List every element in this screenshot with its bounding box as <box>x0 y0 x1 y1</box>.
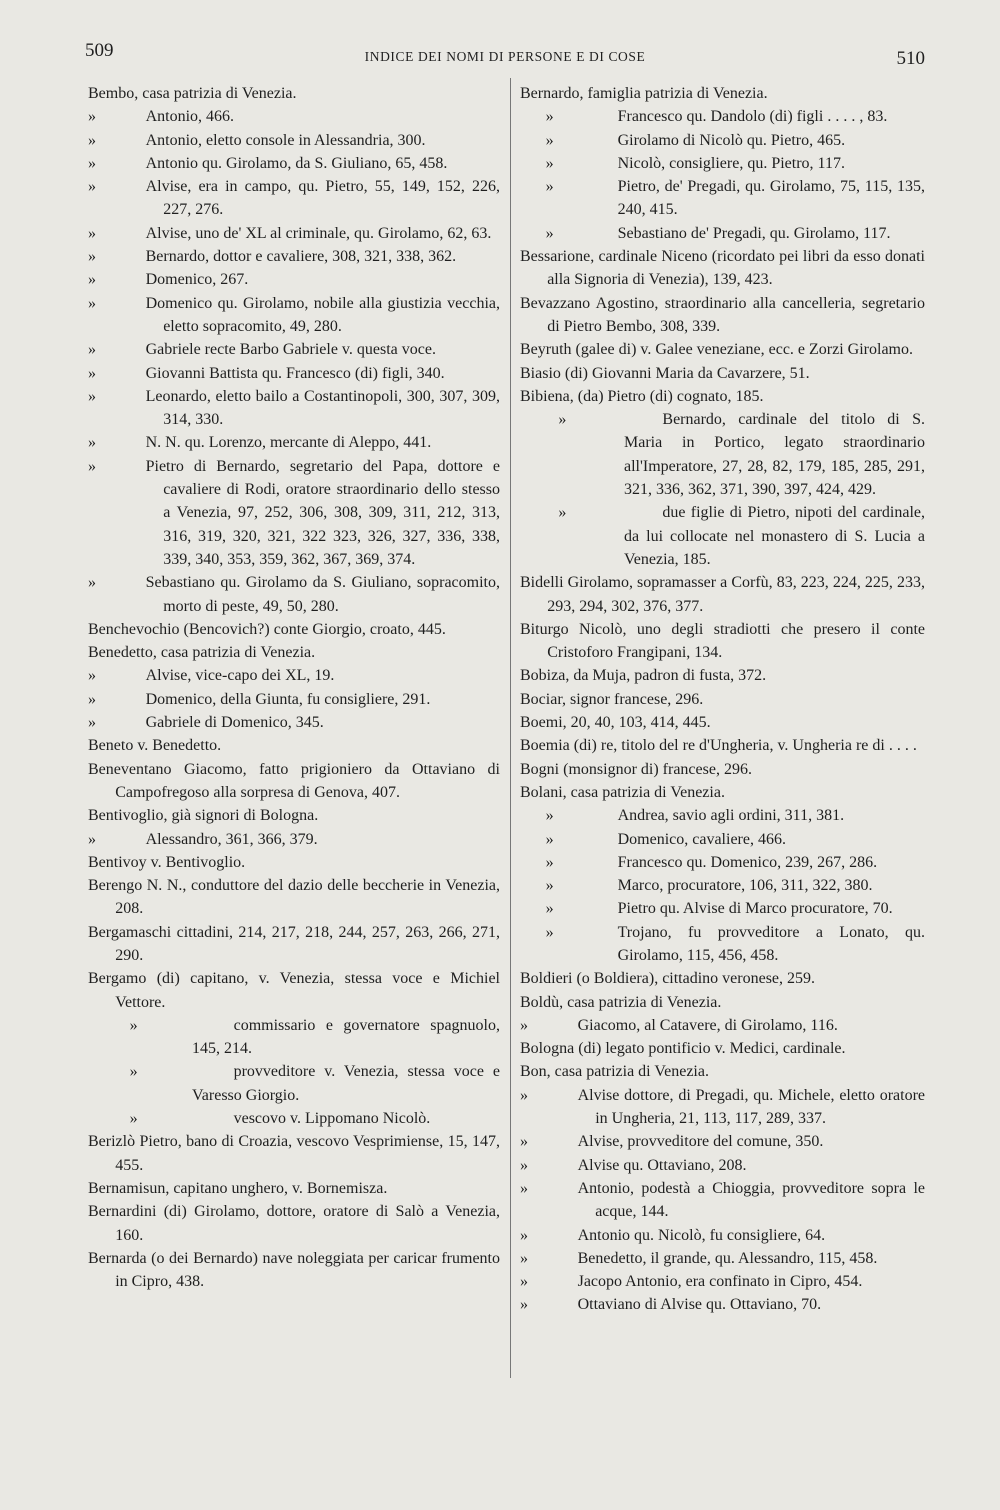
index-entry: Bidelli Girolamo, sopramasser a Corfù, 83, 223, 224, 225, 233, 293, 294, 302, 376, 377. <box>520 574 925 615</box>
index-entry: Bentivoglio, già signori di Bologna. <box>88 807 319 825</box>
index-subentry: »Domenico, 267. <box>88 268 500 291</box>
index-subentry: »Leonardo, eletto bailo a Costantinopoli, 300, 307, 309, 314, 330. <box>88 385 500 432</box>
index-subentry: »Gabriele di Domenico, 345. <box>88 711 500 734</box>
index-subentry: »Domenico qu. Girolamo, nobile alla giustizia vecchia, eletto sopracomito, 49, 280. <box>88 292 500 339</box>
index-subentry: »Jacopo Antonio, era confinato in Cipro, 454. <box>520 1270 925 1293</box>
index-entry: Bergamo (di) capitano, v. Venezia, stessa voce e Michiel Vettore. <box>88 970 500 1011</box>
index-subentry: »Marco, procuratore, 106, 311, 322, 380. <box>520 874 925 897</box>
index-entry: Beneto v. Benedetto. <box>88 737 222 755</box>
index-subentry: »Alvise, provveditore del comune, 350. <box>520 1130 925 1153</box>
index-entry: Bentivoy v. Bentivoglio. <box>88 853 246 871</box>
index-entry: Bibiena, (da) Pietro (di) cognato, 185. <box>520 387 764 405</box>
index-entry: Bessarione, cardinale Niceno (ricordato pei libri da esso donati alla Signoria di Venezia), 139, 423. <box>520 248 925 289</box>
index-subentry: »Antonio, 466. <box>88 105 500 128</box>
index-entry: Bobiza, da Muja, padron di fusta, 372. <box>520 667 767 685</box>
index-subentry: »Francesco qu. Dandolo (di) figli . . . . , 83. <box>520 105 925 128</box>
index-subentry: »Domenico, cavaliere, 466. <box>520 828 925 851</box>
index-subentry: »provveditore v. Venezia, stessa voce e Varesso Giorgio. <box>88 1060 500 1107</box>
index-subentry: »vescovo v. Lippomano Nicolò. <box>88 1107 500 1130</box>
index-subentry: »Girolamo di Nicolò qu. Pietro, 465. <box>520 129 925 152</box>
index-subentry: »Trojano, fu provveditore a Lonato, qu. Girolamo, 115, 456, 458. <box>520 921 925 968</box>
index-entry: Boldieri (o Boldiera), cittadino veronese, 259. <box>520 970 816 988</box>
index-entry: Beneventano Giacomo, fatto prigioniero da Ottaviano di Campofregoso alla sorpresa di Genova, 407. <box>88 760 500 801</box>
index-subentry: »Antonio qu. Nicolò, fu consigliere, 64. <box>520 1224 925 1247</box>
running-header <box>85 38 925 74</box>
index-entry: Bevazzano Agostino, straordinario alla cancelleria, segretario di Pietro Bembo, 308, 339. <box>520 294 925 335</box>
page-number-right: 510 <box>896 48 925 69</box>
index-subentry: »Nicolò, consigliere, qu. Pietro, 117. <box>520 152 925 175</box>
page-number-left: 509 <box>85 40 114 61</box>
index-subentry: »Alvise dottore, di Pregadi, qu. Michele, eletto oratore in Ungheria, 21, 113, 117, 289, 337. <box>520 1084 925 1131</box>
index-subentry: »Antonio, podestà a Chioggia, provveditore sopra le acque, 144. <box>520 1177 925 1224</box>
index-subentry: »Bernardo, cardinale del titolo di S. Maria in Portico, legato straordinario all'Imperatore, 27, 28, 82, 179, 185, 285, 291, 321, 336, 362, 371, 390, 397, 424, 429. <box>520 408 925 501</box>
index-entry: Bociar, signor francese, 296. <box>520 690 704 708</box>
index-subentry: »due figlie di Pietro, nipoti del cardinale, da lui collocate nel monastero di S. Lucia a Venezia, 185. <box>520 501 925 571</box>
index-subentry: »Giovanni Battista qu. Francesco (di) figli, 340. <box>88 362 500 385</box>
index-entry: Bembo, casa patrizia di Venezia. <box>88 85 297 102</box>
index-entry: Bernardo, famiglia patrizia di Venezia. <box>520 85 768 102</box>
index-subentry: »Francesco qu. Domenico, 239, 267, 286. <box>520 851 925 874</box>
index-entry: Bon, casa patrizia di Venezia. <box>520 1063 709 1081</box>
index-entry: Bologna (di) legato pontificio v. Medici, cardinale. <box>520 1040 846 1058</box>
index-entry: Boemi, 20, 40, 103, 414, 445. <box>520 714 711 732</box>
index-subentry: »Pietro, de' Pregadi, qu. Girolamo, 75, 115, 135, 240, 415. <box>520 175 925 222</box>
running-title: INDICE DEI NOMI DI PERSONE E DI COSE <box>364 49 646 64</box>
index-entry: Bolani, casa patrizia di Venezia. <box>520 783 725 801</box>
index-subentry: »Antonio, eletto console in Alessandria, 300. <box>88 129 500 152</box>
index-subentry: »Ottaviano di Alvise qu. Ottaviano, 70. <box>520 1293 925 1316</box>
column-divider <box>510 78 511 1378</box>
index-entry: Bernarda (o dei Bernardo) nave noleggiata per caricar frumento in Cipro, 438. <box>88 1249 500 1291</box>
index-entry: Bergamaschi cittadini, 214, 217, 218, 244, 257, 263, 266, 271, 290. <box>88 923 500 964</box>
index-subentry: »Alessandro, 361, 366, 379. <box>88 828 500 851</box>
index-entry: Biasio (di) Giovanni Maria da Cavarzere, 51. <box>520 364 810 382</box>
left-column <box>88 82 500 1293</box>
index-entry: Bogni (monsignor di) francese, 296. <box>520 760 752 778</box>
index-entry: Berengo N. N., conduttore del dazio delle beccherie in Venezia, 208. <box>88 877 500 918</box>
index-subentry: »Alvise, uno de' XL al criminale, qu. Girolamo, 62, 63. <box>88 222 500 245</box>
index-subentry: »Pietro di Bernardo, segretario del Papa, dottore e cavaliere di Rodi, oratore straordinario dello stesso a Venezia, 97, 252, 306, 308, 309, 311, 212, 313, 316, 319, 320, 321, 322 323, 326, 327, 336, 338, 339, 340, 353, 359, 362, 367, 369, 374. <box>88 455 500 571</box>
index-subentry: »Alvise, era in campo, qu. Pietro, 55, 149, 152, 226, 227, 276. <box>88 175 500 222</box>
index-subentry: »Benedetto, il grande, qu. Alessandro, 115, 458. <box>520 1247 925 1270</box>
index-subentry: »Sebastiano de' Pregadi, qu. Girolamo, 117. <box>520 222 925 245</box>
index-entry: Boemia (di) re, titolo del re d'Ungheria, v. Ungheria re di . . . . <box>520 737 917 755</box>
index-subentry: »Domenico, della Giunta, fu consigliere, 291. <box>88 688 500 711</box>
index-subentry: »Giacomo, al Catavere, di Girolamo, 116. <box>520 1014 925 1037</box>
index-subentry: »Pietro qu. Alvise di Marco procuratore, 70. <box>520 897 925 920</box>
index-entry: Berizlò Pietro, bano di Croazia, vescovo Vesprimiense, 15, 147, 455. <box>88 1133 500 1174</box>
index-subentry: »Bernardo, dottor e cavaliere, 308, 321, 338, 362. <box>88 245 500 268</box>
index-entry: Bernardini (di) Girolamo, dottore, oratore di Salò a Venezia, 160. <box>88 1203 500 1244</box>
index-entry: Benchevochio (Bencovich?) conte Giorgio, croato, 445. <box>88 620 446 638</box>
index-subentry: »Andrea, savio agli ordini, 311, 381. <box>520 804 925 827</box>
index-entry: Boldù, casa patrizia di Venezia. <box>520 993 722 1011</box>
index-subentry: »commissario e governatore spagnuolo, 145, 214. <box>88 1014 500 1061</box>
index-subentry: »Antonio qu. Girolamo, da S. Giuliano, 65, 458. <box>88 152 500 175</box>
right-column <box>520 82 925 1317</box>
index-entry: Benedetto, casa patrizia di Venezia. <box>88 644 316 662</box>
index-entry: Bernamisun, capitano unghero, v. Bornemisza. <box>88 1179 388 1197</box>
index-entry: Biturgo Nicolò, uno degli stradiotti che presero il conte Cristoforo Frangipani, 134. <box>520 620 925 662</box>
index-subentry: »N. N. qu. Lorenzo, mercante di Aleppo, 441. <box>88 431 500 454</box>
index-entry: Beyruth (galee di) v. Galee veneziane, ecc. e Zorzi Girolamo. <box>520 341 913 359</box>
index-subentry: »Sebastiano qu. Girolamo da S. Giuliano, sopracomito, morto di peste, 49, 50, 280. <box>88 571 500 618</box>
index-subentry: »Alvise, vice-capo dei XL, 19. <box>88 664 500 687</box>
index-subentry: »Alvise qu. Ottaviano, 208. <box>520 1154 925 1177</box>
index-subentry: »Gabriele recte Barbo Gabriele v. questa voce. <box>88 338 500 361</box>
